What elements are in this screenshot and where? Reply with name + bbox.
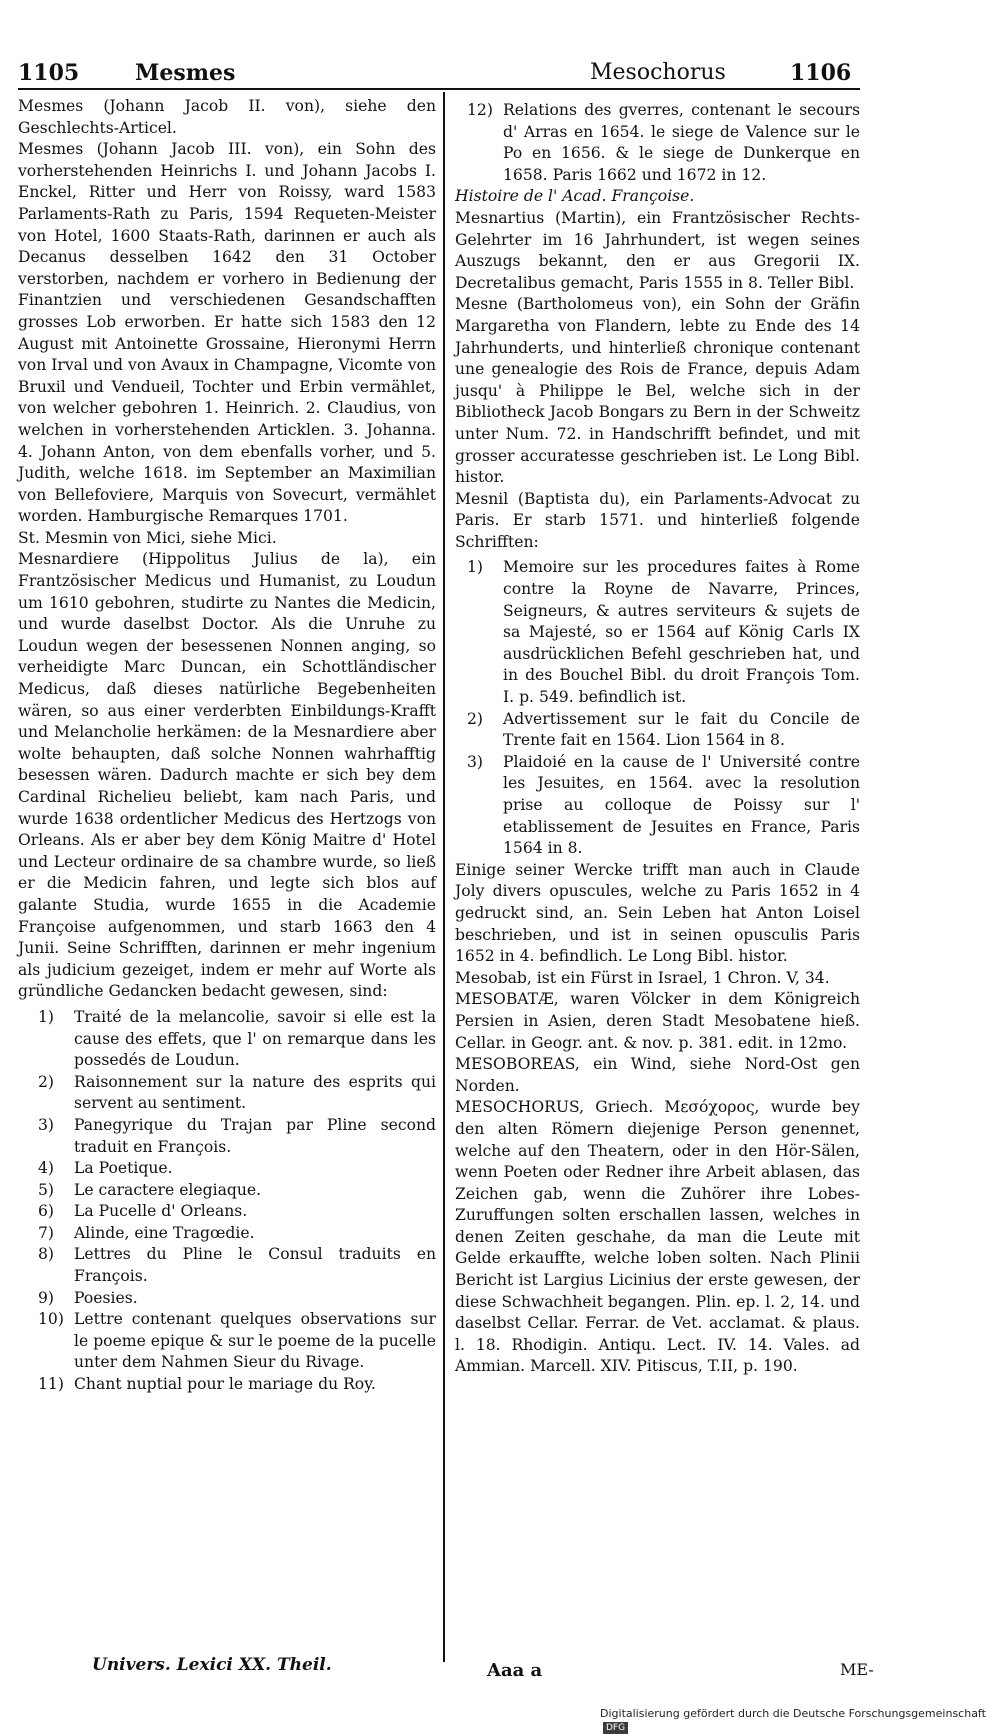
list-item: 2) Advertissement sur le fait du Concile de Trente fait en 1564. Lion 1564 in 8. xyxy=(467,709,860,750)
column-divider xyxy=(443,92,445,1662)
entry-mesmes-iii: Mesmes (Johann Jacob III. von), ein Sohn des vorherstehenden Heinrichs I. und Johann Jacobs I. Enckel, Ritter und Herr von Roissy, ward 1583 Parlaments-Rath zu Paris, 1594 Requeten-Meister von Hotel, 1600 Staats-Rath, darinnen er auch als Decanus desselben 1642 den 31 October verstorben, nachdem er vorhero in Bedienung der Finantzien und verschiedenen Gesandschafften grosses Lob erworben. Er hatte sich 1583 den 12 August mit Antoinette Grossaine, Hieronymi Herrn von Irval und von Avaux in Champagne, Vicomte von Bruxil und Vendueil, Tochter und Erbin vermählet, von welcher gebohren 1. Heinrich. 2. Claudius, von welchen in vorherstehenden Articklen. 3. Johanna. 4. Johann Anton, von dem ebenfalls vorher, und 5. Judith, welche 1618. im September an Maximilian von Bellefoviere, Marquis von Sovecurt, vermählet worden. Hamburgische Remarques 1701. xyxy=(18,140,436,526)
entry-mesobab: Mesobab, ist ein Fürst in Israel, 1 Chron. V, 34. xyxy=(455,968,830,987)
mesnardiere-works-list xyxy=(38,1007,436,1396)
list-item: 5) Le caractere elegiaque. xyxy=(38,1180,262,1199)
entry-mesne: Mesne (Bartholomeus von), ein Sohn der Gräfin Margaretha von Flandern, lebte zu Ende des 14 Jahrhunderts, und hinterließ chronique contenant une genealogie des Rois de France, depuis Adam jusqu' à Philippe le Bel, welche sich in der Bibliotheck Jacob Bongars zu Bern in der Schweitz unter Num. 72. in Handschrifft befindet, und mit grosser accuratesse geschrieben ist. Le Long Bibl. histor. xyxy=(455,295,860,487)
list-item: 10) Lettre contenant quelques observations sur le poeme epique & sur le poeme de la pucelle unter dem Nahmen Sieur du Rivage. xyxy=(38,1310,436,1372)
continued-works-list xyxy=(467,100,860,186)
entry-mesnil: Mesnil (Baptista du), ein Parlaments-Advocat zu Paris. Er starb 1571. und hinterließ folgende Schrifften: xyxy=(455,489,860,551)
entry-mesochorus: MESOCHORUS, Griech. Μεσόχορος, wurde bey den alten Römern diejenige Person genennet, welche auf den Theatern, oder in den Hör-Sälen, wenn Poeten oder Redner ihre Arbeit ablasen, das Zeichen gab, wenn die Zuhörer ihre Lobes-Zuruffungen solten erschallen lassen, welches in denen Zeiten geschahe, da man die Leute mit Gelde erkauffte, welche loben solten. Nach Plinii Bericht ist Largius Licinius der erste gewesen, der diese Schwachheit begangen. Plin. ep. l. 2, 14. und daselbst Cellar. Ferrar. de Vet. acclamat. & plaus. l. 18. Rhodigin. Antiqu. Lect. IV. 14. Vales. ad Ammian. Marcell. XIV. Pitiscus, T.II, p. 190. xyxy=(455,1098,860,1376)
entry-mesnardiere: Mesnardiere (Hippolitus Julius de la), ein Frantzösischer Medicus und Humanist, zu Loudun um 1610 gebohren, studirte zu Nantes die Medicin, und wurde daselbst Doctor. Als die Unruhe zu Loudun wegen der besessenen Nonnen anging, so verheidigte Marc Duncan, ein Schottländischer Medicus, daß dieses natürliche Begebenheiten wären, so aus einer verderbten Einbildungs-Krafft und Melancholie herkämen: de la Mesnardiere aber wolte behaupten, daß solche Nonnen wahrhafftig besessen wären. Dadurch machte er sich bey dem Cardinal Richelieu beliebt, kam nach Paris, und wurde 1638 ordentlicher Medicus des Hertzogs von Orleans. Als er aber bey dem König Maitre d' Hotel und Lecteur ordinaire de sa chambre wurde, so ließ er die Medicin fahren, und legte sich blos auf galante Studia, wurde 1655 in die Academie Françoise aufgenommen, und starb 1663 den 4 Junii. Seine Schrifften, darinnen er mehr ingenium als judicium gezeiget, indem er mehr auf Worte als gründliche Gedancken bedacht gewesen, sind: xyxy=(18,550,436,1001)
list-item: 12) Relations des gverres, contenant le secours d' Arras en 1654. le siege de Valence sur le Po en 1656. & le siege de Dunkerque en 1658. Paris 1662 und 1672 in 12. xyxy=(467,101,860,184)
list-item: 8) Lettres du Pline le Consul traduits en François. xyxy=(38,1245,436,1286)
entry-mesnil-continued: Einige seiner Wercke trifft man auch in Claude Joly divers opuscules, welche zu Paris 1652 in 4 gedruckt sind, an. Sein Leben hat Anton Loisel beschrieben, und ist in seinen opusculis Paris 1652 in 4. befindlich. Le Long Bibl. histor. xyxy=(455,860,860,966)
entry-mesmes-ii: Mesmes (Johann Jacob II. von), siehe den Geschlechts-Articel. xyxy=(18,97,436,137)
digitization-credit: Digitalisierung gefördert durch die Deutsche ForschungsgemeinschaftDFG xyxy=(600,1707,986,1733)
list-item: 4) La Poetique. xyxy=(38,1159,173,1178)
entry-mesnartius: Mesnartius (Martin), ein Frantzösischer Rechts-Gelehrter im 16 Jahrhundert, ist wegen seines Auszugs bekannt, den er aus Gregorii IX. Decretalibus gemacht, Paris 1555 in 8. Teller Bibl. xyxy=(455,208,860,292)
entry-mesobatae: MESOBATÆ, waren Völcker in dem Königreich Persien in Asien, deren Stadt Mesobatene hieß. Cellar. in Geogr. ant. & nov. p. 381. edit. in 12mo. xyxy=(455,990,860,1052)
headword-left: Mesmes xyxy=(135,60,236,86)
list-item: 9) Poesies. xyxy=(38,1288,138,1307)
entry-st-mesmin: St. Mesmin von Mici, siehe Mici. xyxy=(18,528,277,547)
list-item: 3) Panegyrique du Trajan par Pline second traduit en François. xyxy=(38,1115,436,1156)
right-column xyxy=(455,96,860,1378)
entry-mesoboreas: MESOBOREAS, ein Wind, siehe Nord-Ost gen Norden. xyxy=(455,1055,860,1095)
running-header xyxy=(0,52,1000,92)
list-item: 6) La Pucelle d' Orleans. xyxy=(38,1202,248,1221)
list-item: 11) Chant nuptial pour le mariage du Roy. xyxy=(38,1375,376,1394)
list-item: 7) Alinde, eine Tragœdie. xyxy=(38,1223,255,1242)
mesnil-works-list xyxy=(467,557,860,859)
list-item: 1) Traité de la melancolie, savoir si elle est la cause des effets, que l' on remarque dans les possedés de Loudun. xyxy=(38,1007,436,1070)
list-item: 2) Raisonnement sur la nature des esprits qui servent au sentiment. xyxy=(38,1072,436,1113)
header-rule xyxy=(18,88,860,90)
list-item: 1) Memoire sur les procedures faites à Rome contre la Royne de Navarre, Princes, Seigneurs, & autres serviteurs & sujets de sa Majesté, so er 1564 auf König Carls IX ausdrücklichen Befehl geschrieben hat, und in des Bouchel Bibl. du droit François Tom. I. p. 549. befindlich ist. xyxy=(467,558,860,707)
dfg-logo: DFG xyxy=(603,1722,628,1734)
page-number-left: 1105 xyxy=(18,60,80,86)
headword-right: Mesochorus xyxy=(590,60,726,85)
volume-footer: Univers. Lexici XX. Theil. xyxy=(92,1655,332,1675)
page-number-right: 1106 xyxy=(790,60,852,86)
catchword: ME- xyxy=(840,1660,874,1679)
list-item: 3) Plaidoié en la cause de l' Université contre les Jesuites, en 1564. avec la resolution prise au colloque de Poissy sur l' etablissement de Jesuites en France, Paris 1564 in 8. xyxy=(467,752,860,858)
signature-mark: Aaa a xyxy=(487,1660,543,1681)
source-citation: Histoire de l' Acad. Françoise. xyxy=(455,187,695,206)
left-column xyxy=(18,96,436,1396)
